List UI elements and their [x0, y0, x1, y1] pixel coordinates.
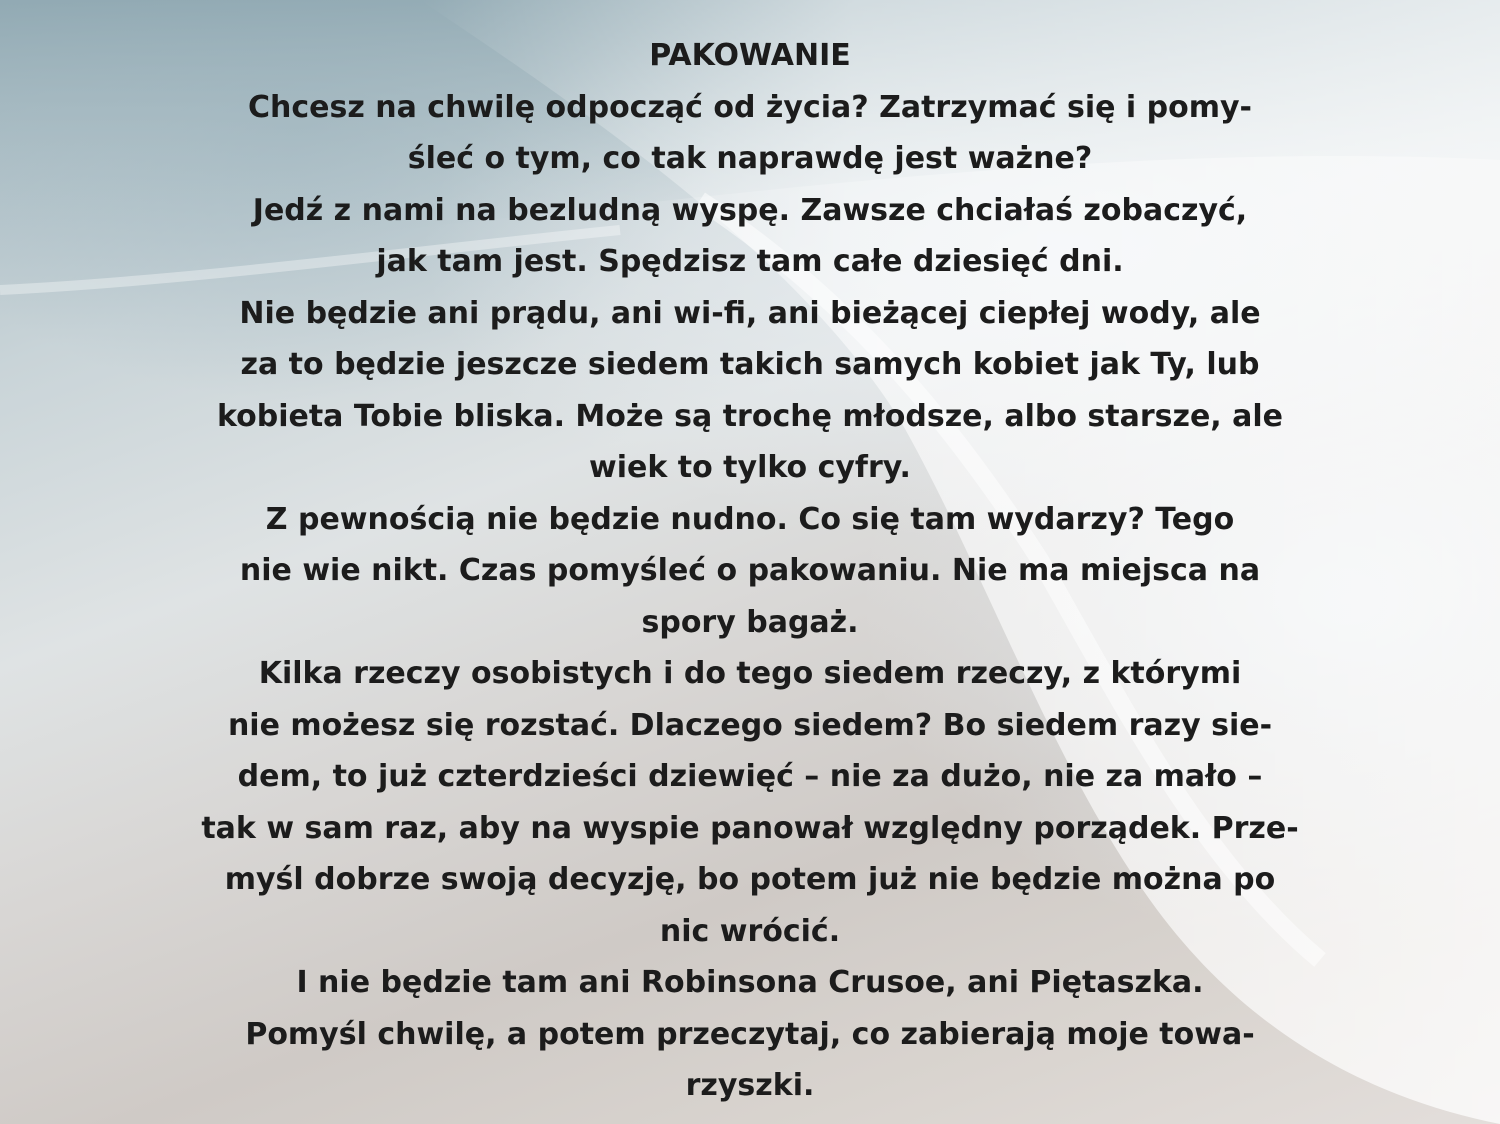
text-line: tak w sam raz, aby na wyspie panował względny porządek. Prze- [201, 810, 1299, 846]
text-line: śleć o tym, co tak naprawdę jest ważne? [407, 141, 1093, 176]
text-line: myśl dobrze swoją decyzję, bo potem już nie będzie można po [224, 862, 1276, 897]
text-line: Nie będzie ani prądu, ani wi-fi, ani bieżącej ciepłej wody, ale [239, 295, 1261, 331]
text-line: Kilka rzeczy osobistych i do tego siedem rzeczy, z którymi [258, 656, 1242, 691]
text-line: jak tam jest. Spędzisz tam całe dziesięć dni. [376, 244, 1124, 279]
text-line: rzyszki. [685, 1068, 815, 1103]
text-line: dem, to już czterdzieści dziewięć – nie za dużo, nie za mało – [237, 759, 1263, 794]
text-line: Jedź z nami na bezludną wyspę. Zawsze chciałaś zobaczyć, [252, 192, 1248, 228]
text-line: spory bagaż. [641, 604, 859, 640]
text-line: I nie będzie tam ani Robinsona Crusoe, ani Piętaszka. [296, 965, 1204, 1000]
text-line: nie możesz się rozstać. Dlaczego siedem? Bo siedem razy sie- [227, 707, 1273, 743]
text-line: nie wie nikt. Czas pomyśleć o pakowaniu. Nie ma miejsca na [239, 553, 1261, 588]
text-line: Z pewnością nie będzie nudno. Co się tam wydarzy? Tego [265, 501, 1235, 537]
text-line: Pomyśl chwilę, a potem przeczytaj, co zabierają moje towa- [245, 1016, 1255, 1052]
text-line: Chcesz na chwilę odpocząć od życia? Zatrzymać się i pomy- [247, 89, 1252, 125]
text-line: kobieta Tobie bliska. Może są trochę młodsze, albo starsze, ale [216, 398, 1284, 434]
article-title: PAKOWANIE [649, 38, 851, 73]
text-line: wiek to tylko cyfry. [589, 450, 911, 485]
text-line: nic wrócić. [659, 913, 841, 949]
text-line: za to będzie jeszcze siedem takich samych kobiet jak Ty, lub [240, 347, 1260, 382]
article-text [150, 30, 1350, 1112]
